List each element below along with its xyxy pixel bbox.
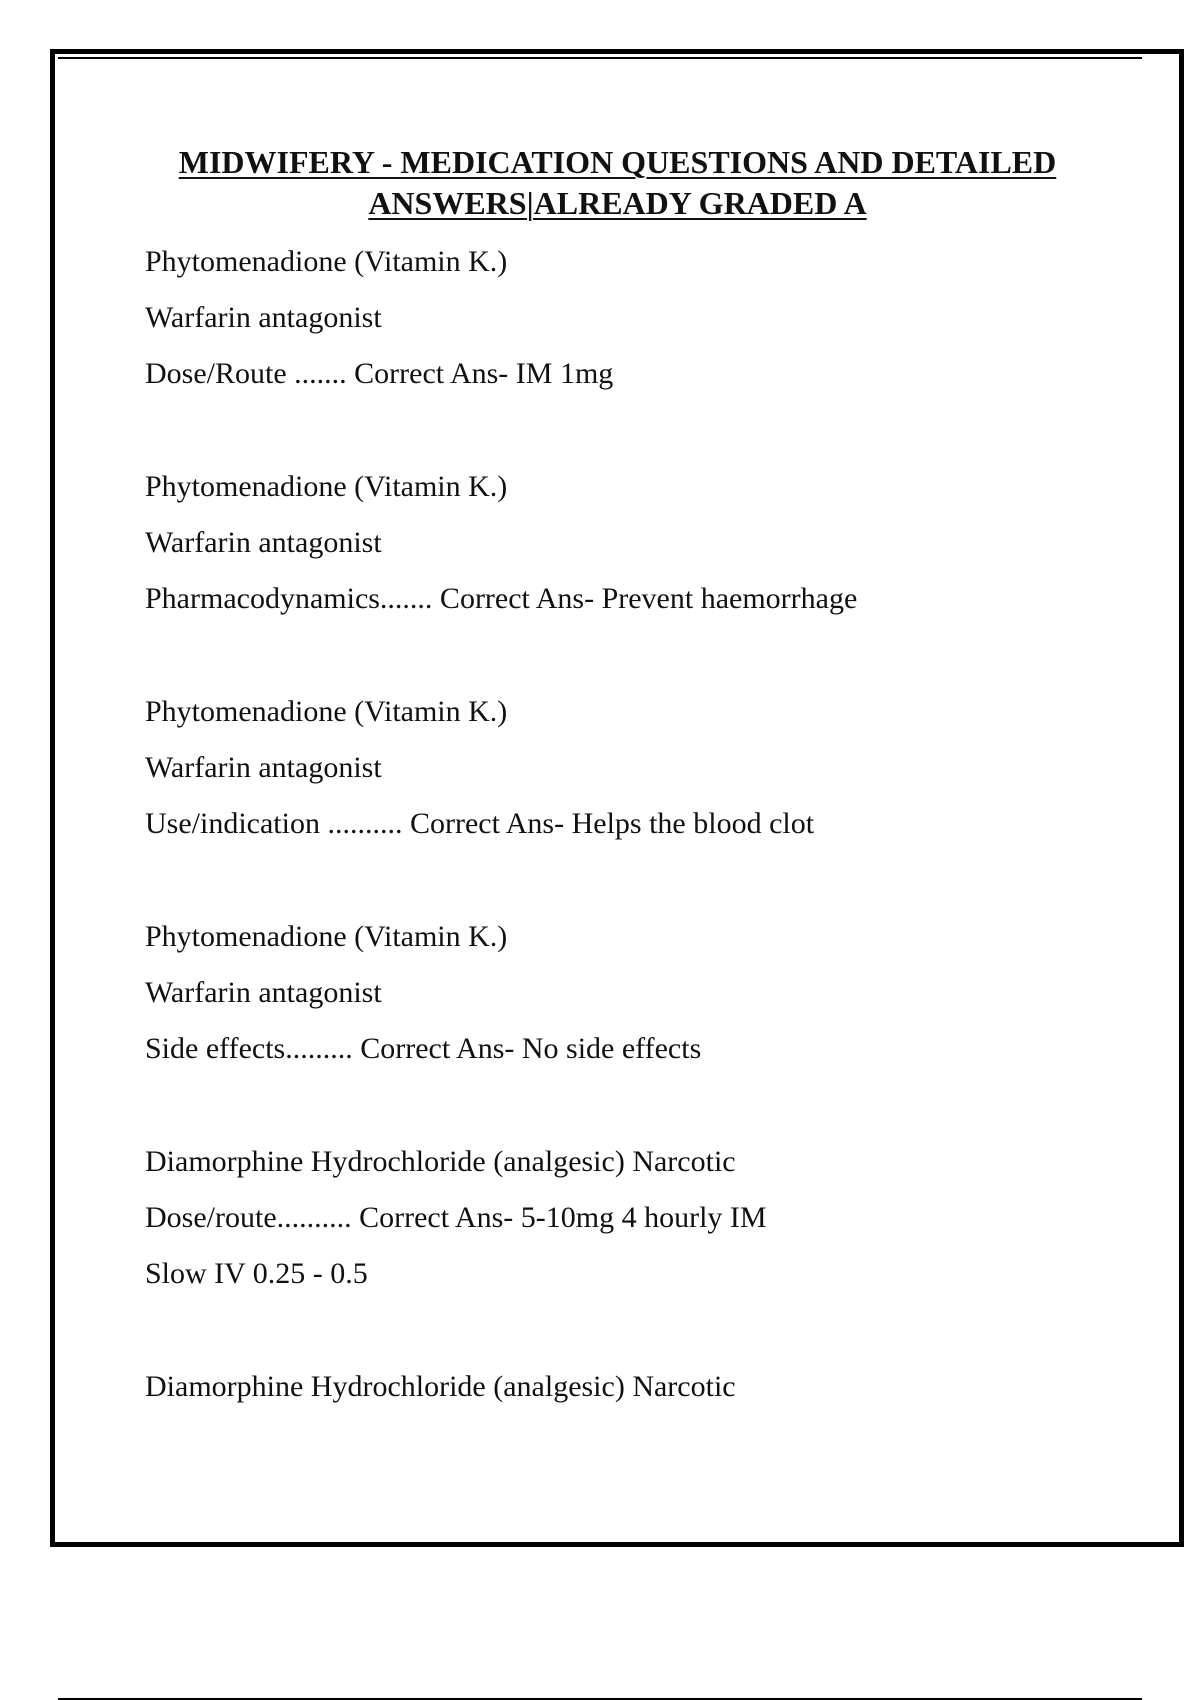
qa-block [145, 238, 1105, 406]
question-answer: Dose/Route ....... Correct Ans- IM 1mg [145, 357, 614, 390]
drug-class: Warfarin antagonist [145, 976, 382, 1009]
block-spacer [145, 856, 1105, 913]
title-line-1: MIDWIFERY - MEDICATION QUESTIONS AND DETAILED [178, 144, 1057, 180]
block-spacer [145, 406, 1105, 463]
drug-class: Warfarin antagonist [145, 751, 382, 784]
header-rule [58, 57, 1142, 59]
block-spacer [145, 1081, 1105, 1138]
qa-block [145, 1138, 1105, 1306]
qa-block [145, 913, 1105, 1081]
qa-block [145, 463, 1105, 631]
block-spacer [145, 1306, 1105, 1363]
drug-name: Phytomenadione (Vitamin K.) [145, 920, 508, 953]
drug-name: Diamorphine Hydrochloride (analgesic) Narcotic [145, 1145, 736, 1178]
question-answer: Dose/route.......... Correct Ans- 5-10mg 4 hourly IM [145, 1201, 767, 1234]
drug-name: Phytomenadione (Vitamin K.) [145, 470, 508, 503]
block-spacer [145, 631, 1105, 688]
document-title [120, 142, 1115, 224]
title-line-2: ANSWERS|ALREADY GRADED A [368, 185, 867, 221]
drug-class: Warfarin antagonist [145, 526, 382, 559]
drug-name: Phytomenadione (Vitamin K.) [145, 245, 508, 278]
question-answer: Pharmacodynamics....... Correct Ans- Prevent haemorrhage [145, 582, 858, 615]
qa-block [145, 688, 1105, 856]
drug-name: Diamorphine Hydrochloride (analgesic) Narcotic [145, 1370, 736, 1403]
question-answer: Use/indication .......... Correct Ans- Helps the blood clot [145, 807, 815, 840]
answer-continuation: Slow IV 0.25 - 0.5 [145, 1257, 368, 1290]
drug-name: Phytomenadione (Vitamin K.) [145, 695, 508, 728]
drug-class: Warfarin antagonist [145, 301, 382, 334]
question-answer: Side effects......... Correct Ans- No side effects [145, 1032, 702, 1065]
qa-block [145, 1363, 1105, 1419]
document-body [145, 238, 1105, 1419]
